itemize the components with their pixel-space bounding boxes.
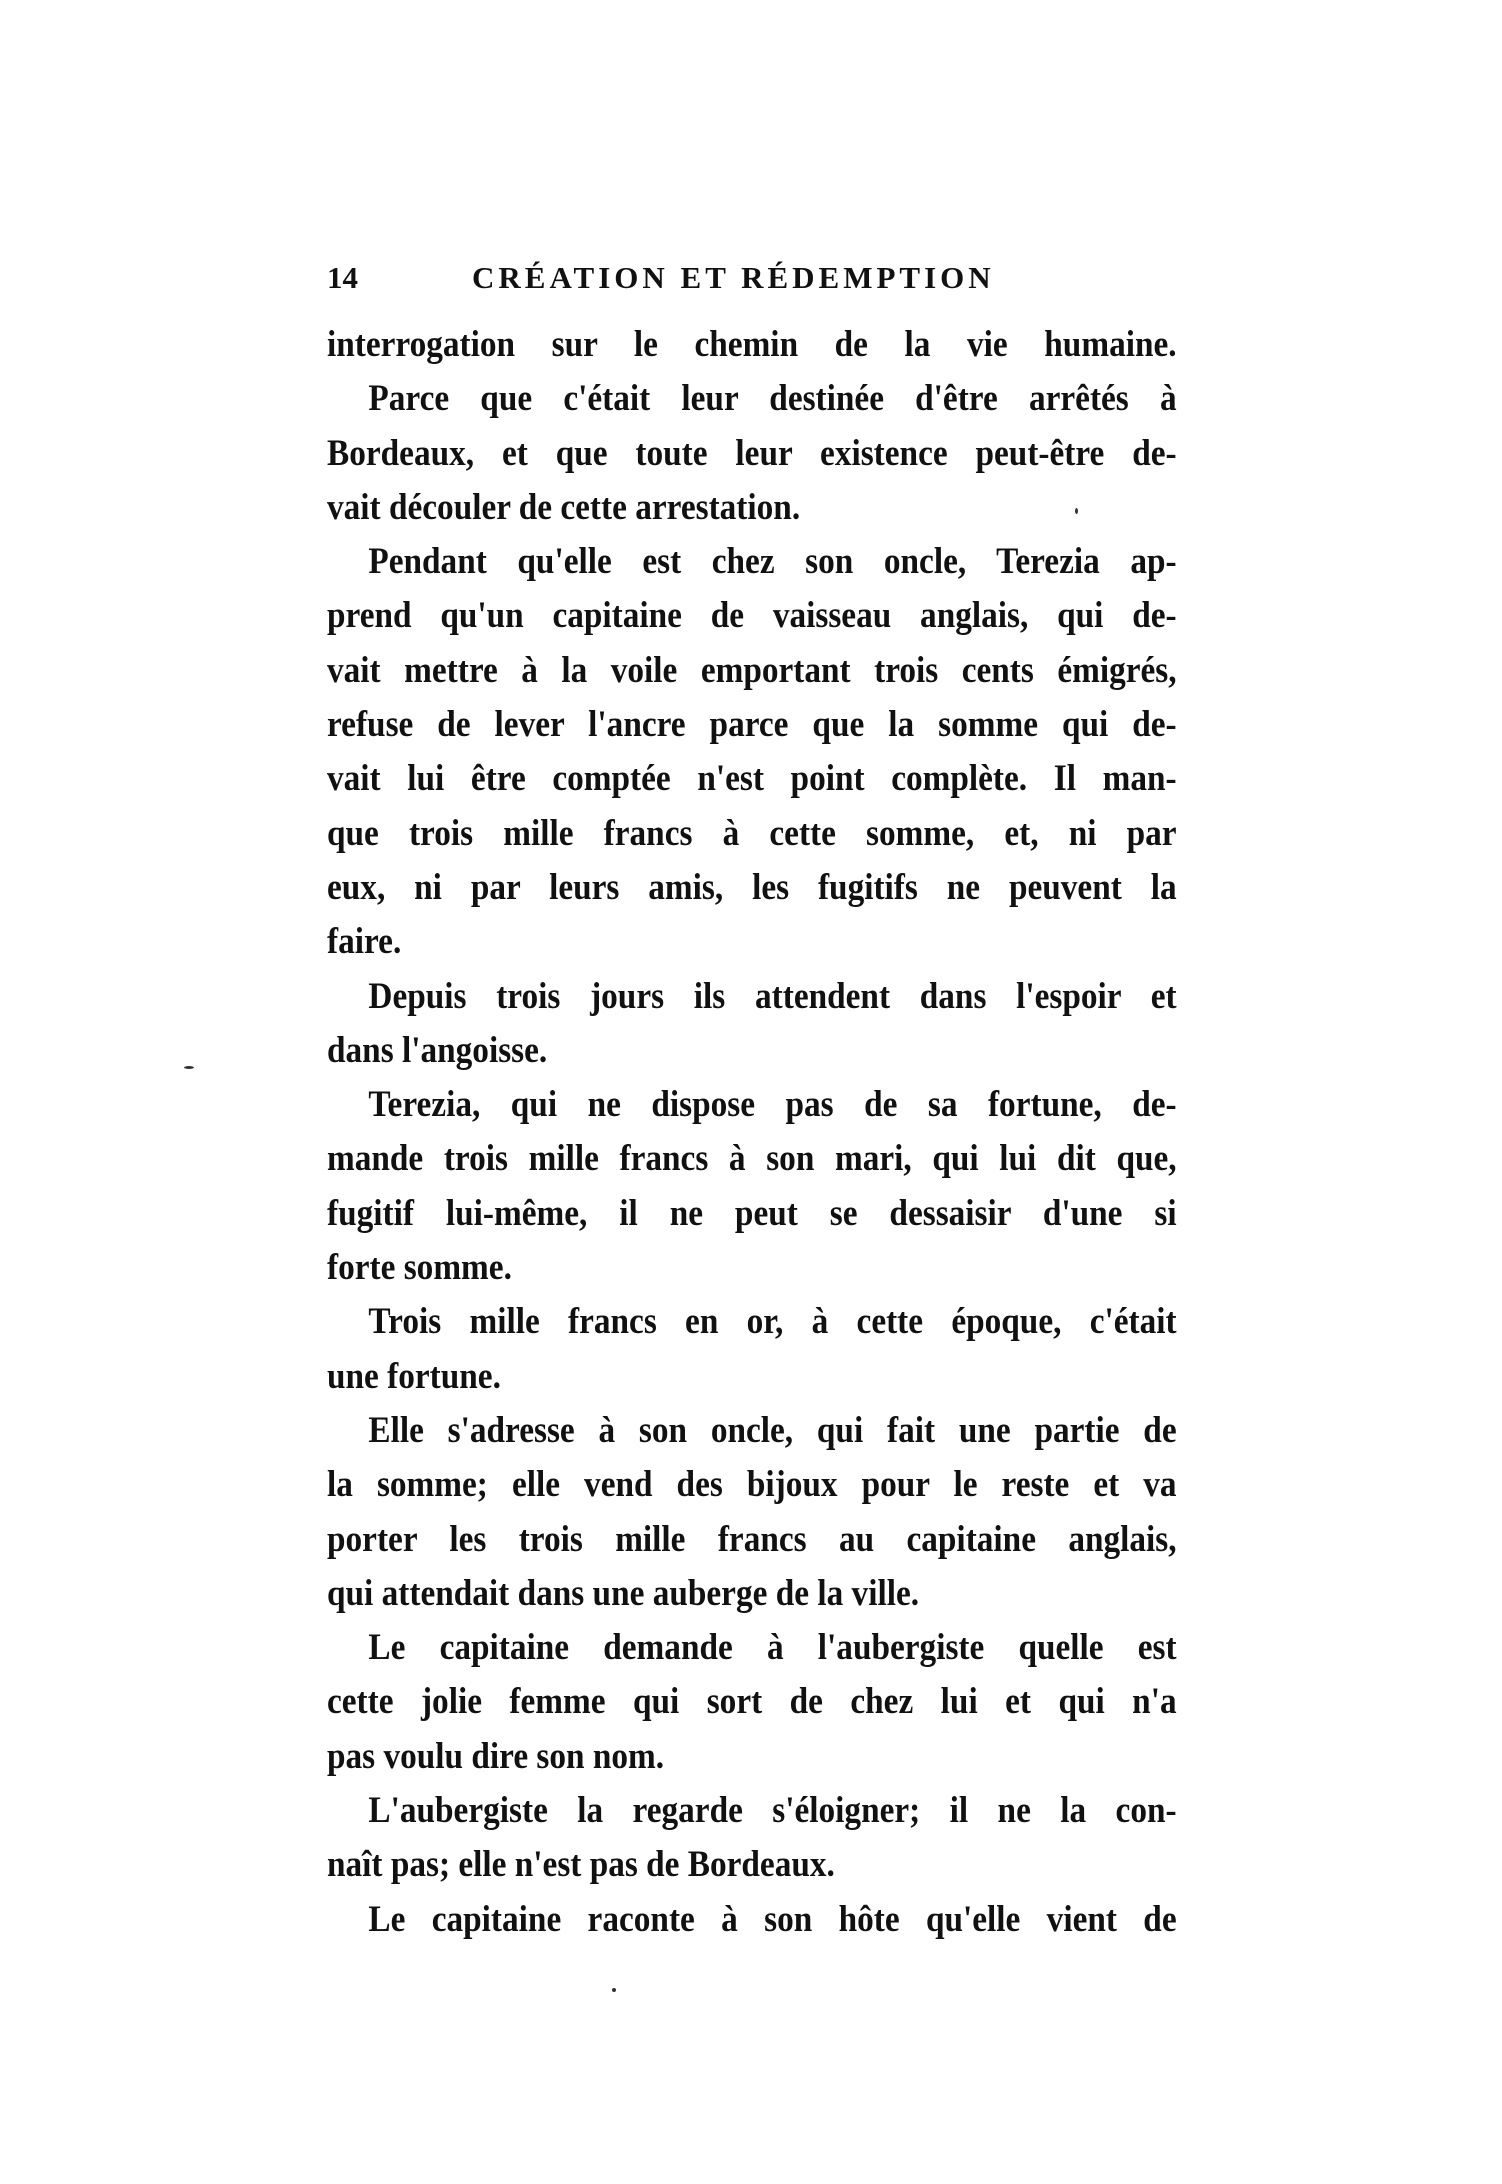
- scan-speck: [612, 1988, 616, 1992]
- paragraph: [327, 318, 1177, 372]
- text-line: Parce que c'était leur destinée d'être arrêtés à: [368, 378, 1177, 420]
- paragraph: [327, 372, 1177, 535]
- text-line: une fortune.: [327, 1355, 501, 1397]
- text-line: Trois mille francs en or, à cette époque, c'était: [368, 1301, 1177, 1343]
- paragraph: [327, 1893, 1177, 1947]
- text-line: vait lui être comptée n'est point complète. Il man-: [327, 758, 1177, 800]
- scan-speck: [1075, 508, 1078, 514]
- text-line: naît pas; elle n'est pas de Bordeaux.: [327, 1844, 835, 1886]
- text-line: refuse de lever l'ancre parce que la somme qui de-: [327, 704, 1177, 746]
- paragraph: [327, 1621, 1177, 1784]
- text-line: pas voulu dire son nom.: [327, 1735, 665, 1777]
- text-line: Depuis trois jours ils attendent dans l'espoir et: [368, 975, 1177, 1017]
- text-line: Terezia, qui ne dispose pas de sa fortune, de-: [368, 1084, 1177, 1126]
- paragraph: [327, 1784, 1177, 1893]
- text-line: vait découler de cette arrestation.: [327, 486, 801, 528]
- text-line: Le capitaine raconte à son hôte qu'elle vient de: [368, 1898, 1177, 1940]
- text-line: interrogation sur le chemin de la vie humaine.: [327, 324, 1177, 365]
- paragraph: [327, 1404, 1177, 1621]
- text-line: la somme; elle vend des bijoux pour le reste et va: [327, 1464, 1177, 1506]
- text-line: dans l'angoisse.: [327, 1029, 548, 1071]
- text-line: porter les trois mille francs au capitaine anglais,: [327, 1518, 1177, 1560]
- running-title: CRÉATION ET RÉDEMPTION: [472, 260, 995, 295]
- text-line: que trois mille francs à cette somme, et, ni par: [327, 812, 1177, 854]
- text-line: forte somme.: [327, 1247, 512, 1289]
- page-number: 14: [327, 260, 358, 295]
- text-line: Elle s'adresse à son oncle, qui fait une partie de: [368, 1409, 1177, 1451]
- text-line: mande trois mille francs à son mari, qui lui dit que,: [327, 1138, 1177, 1180]
- text-line: qui attendait dans une auberge de la ville.: [327, 1572, 920, 1614]
- text-line: faire.: [327, 921, 402, 963]
- text-line: L'aubergiste la regarde s'éloigner; il ne la con-: [368, 1790, 1177, 1832]
- text-line: Pendant qu'elle est chez son oncle, Terezia ap-: [368, 541, 1177, 583]
- text-line: prend qu'un capitaine de vaisseau anglais, qui de-: [327, 595, 1177, 637]
- text-line: Le capitaine demande à l'aubergiste quelle est: [368, 1627, 1177, 1669]
- scan-speck: [184, 1066, 194, 1069]
- page-body-text: [327, 318, 1177, 1947]
- text-line: eux, ni par leurs amis, les fugitifs ne peuvent la: [327, 866, 1177, 908]
- running-header: [327, 252, 1047, 304]
- paragraph: [327, 1078, 1177, 1295]
- paragraph: [327, 535, 1177, 969]
- text-line: vait mettre à la voile emportant trois cents émigrés,: [327, 649, 1177, 691]
- text-line: fugitif lui-même, il ne peut se dessaisir d'une si: [327, 1192, 1177, 1234]
- paragraph: [327, 1295, 1177, 1404]
- text-line: Bordeaux, et que toute leur existence peut-être de-: [327, 432, 1177, 474]
- paragraph: [327, 970, 1177, 1079]
- text-line: cette jolie femme qui sort de chez lui et qui n'a: [327, 1681, 1177, 1723]
